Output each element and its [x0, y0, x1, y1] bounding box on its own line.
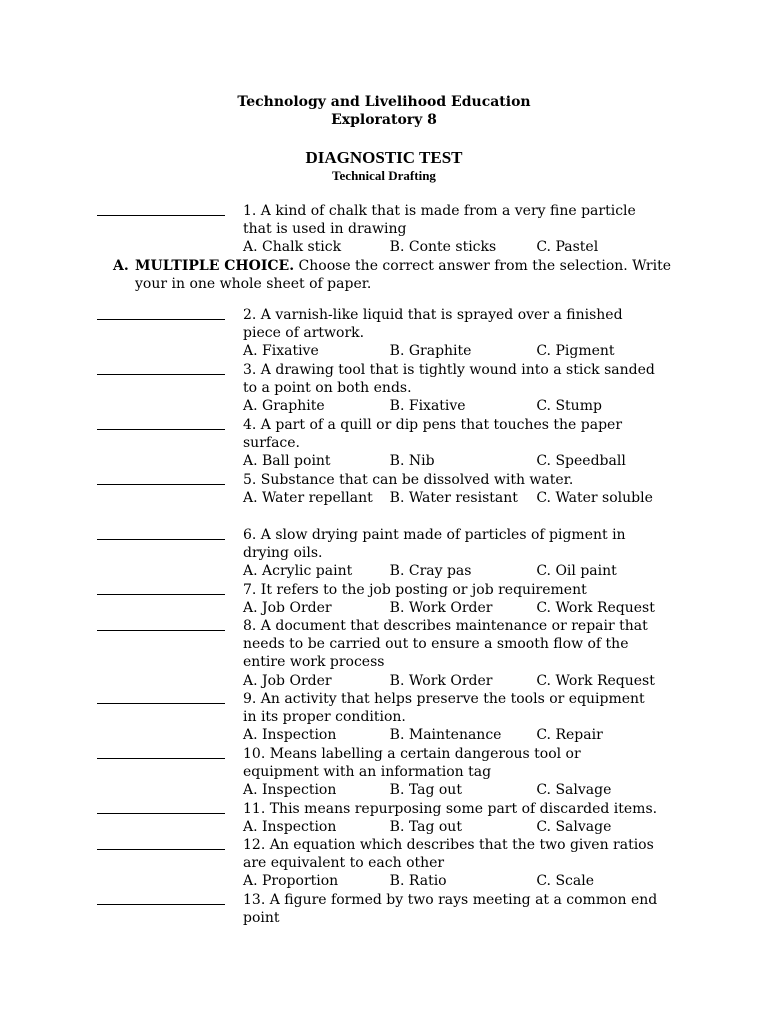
question-text: 11. This means repurposing some part of discarded items.	[243, 801, 658, 817]
answer-blank[interactable]	[97, 429, 225, 430]
question-text: equipment with an information tag	[243, 764, 492, 781]
answer-option: A. Water repellant	[243, 490, 373, 507]
option-row	[243, 452, 683, 470]
answer-option: A. Inspection	[243, 819, 337, 836]
answer-option: A. Job Order	[243, 600, 332, 617]
test-subtitle: Technical Drafting	[332, 168, 436, 183]
answer-option: C. Salvage	[536, 782, 612, 799]
question-text: 4. A part of a quill or dip pens that touches the paper	[243, 417, 623, 433]
answer-option: B. Tag out	[389, 819, 462, 836]
question-item	[243, 836, 683, 891]
question-item	[243, 306, 683, 361]
question-text: 7. It refers to the job posting or job requirement	[243, 582, 587, 598]
answer-blank[interactable]	[97, 484, 225, 485]
question-text: 6. A slow drying paint made of particles of pigment in	[243, 527, 626, 543]
answer-option: A. Chalk stick	[243, 239, 342, 256]
answer-option: B. Cray pas	[389, 563, 472, 580]
answer-option: C. Work Request	[536, 672, 655, 689]
option-row	[243, 238, 683, 256]
answer-option: C. Pigment	[536, 343, 615, 360]
question-text: needs to be carried out to ensure a smooth flow of the	[243, 636, 629, 653]
answer-blank[interactable]	[97, 813, 225, 814]
question-text: entire work process	[243, 654, 385, 671]
answer-option: A. Acrylic paint	[243, 563, 353, 580]
option-row	[243, 489, 683, 507]
answer-blank[interactable]	[97, 904, 225, 905]
question-text: 2. A varnish-like liquid that is sprayed over a finished	[243, 307, 623, 323]
question-text: 10. Means labelling a certain dangerous tool or	[243, 746, 581, 762]
instruction-line-2: your in one whole sheet of paper.	[135, 276, 372, 293]
question-text: 13. A figure formed by two rays meeting at a common end	[243, 892, 658, 908]
question-text: to a point on both ends.	[243, 380, 412, 397]
answer-blank[interactable]	[97, 849, 225, 850]
option-row	[243, 342, 683, 360]
answer-blank[interactable]	[97, 703, 225, 704]
answer-option: A. Job Order	[243, 672, 332, 689]
option-row	[243, 599, 683, 617]
answer-blank[interactable]	[97, 630, 225, 631]
answer-blank[interactable]	[97, 539, 225, 540]
option-row	[243, 562, 683, 580]
grade-level: Exploratory 8	[331, 112, 437, 128]
question-text: drying oils.	[243, 545, 323, 562]
question-item	[243, 800, 683, 836]
answer-option: B. Tag out	[389, 782, 462, 799]
option-row	[243, 818, 683, 836]
answer-option: B. Ratio	[389, 873, 447, 890]
answer-option: A. Graphite	[243, 398, 325, 415]
question-item	[243, 416, 683, 471]
question-text: 5. Substance that can be dissolved with water.	[243, 472, 574, 488]
question-item	[243, 526, 683, 581]
answer-option: A. Ball point	[243, 453, 331, 470]
answer-option: A. Proportion	[243, 873, 339, 890]
answer-option: A. Fixative	[243, 343, 319, 360]
answer-option: B. Conte sticks	[389, 239, 497, 256]
answer-option: B. Fixative	[389, 398, 466, 415]
answer-option: C. Stump	[536, 398, 602, 415]
section-a-instructions	[113, 257, 693, 294]
answer-blank[interactable]	[97, 319, 225, 320]
answer-option: C. Scale	[536, 873, 594, 890]
answer-option: B. Nib	[389, 453, 435, 470]
answer-option: B. Maintenance	[389, 727, 502, 744]
question-item	[243, 471, 683, 507]
answer-blank[interactable]	[97, 594, 225, 595]
question-text: surface.	[243, 435, 300, 452]
section-title: MULTIPLE CHOICE.	[135, 258, 295, 274]
answer-option: C. Oil paint	[536, 563, 617, 580]
answer-option: B. Work Order	[389, 672, 493, 689]
question-text: 3. A drawing tool that is tightly wound into a stick sanded	[243, 362, 655, 378]
answer-option: B. Water resistant	[389, 490, 518, 507]
answer-blank[interactable]	[97, 215, 225, 216]
answer-option: C. Water soluble	[536, 490, 653, 507]
subject-title: Technology and Livelihood Education	[237, 94, 531, 110]
option-row	[243, 726, 683, 744]
answer-option: A. Inspection	[243, 782, 337, 799]
answer-option: C. Work Request	[536, 600, 655, 617]
question-text: 9. An activity that helps preserve the tools or equipment	[243, 691, 645, 707]
section-letter: A.	[113, 258, 129, 274]
question-item	[243, 202, 683, 257]
question-text: 12. An equation which describes that the two given ratios	[243, 837, 654, 853]
question-text: that is used in drawing	[243, 221, 407, 238]
question-item	[243, 617, 683, 690]
question-text: are equivalent to each other	[243, 855, 445, 872]
question-item	[243, 690, 683, 745]
option-row	[243, 672, 683, 690]
question-text: piece of artwork.	[243, 325, 365, 342]
answer-option: C. Speedball	[536, 453, 626, 470]
answer-blank[interactable]	[97, 374, 225, 375]
answer-option: B. Graphite	[389, 343, 472, 360]
answer-option: B. Work Order	[389, 600, 493, 617]
question-item	[243, 581, 683, 617]
instruction-line-1: Choose the correct answer from the selection. Write	[294, 258, 672, 274]
question-item	[243, 891, 683, 927]
question-text: in its proper condition.	[243, 709, 406, 726]
option-row	[243, 872, 683, 890]
test-title: DIAGNOSTIC TEST	[305, 148, 463, 167]
answer-blank[interactable]	[97, 758, 225, 759]
question-text: 8. A document that describes maintenance or repair that	[243, 618, 648, 634]
question-item	[243, 745, 683, 800]
answer-option: C. Salvage	[536, 819, 612, 836]
option-row	[243, 781, 683, 799]
question-item	[243, 361, 683, 416]
answer-option: C. Repair	[536, 727, 603, 744]
question-text: 1. A kind of chalk that is made from a very fine particle	[243, 203, 636, 219]
question-text: point	[243, 910, 280, 927]
answer-option: C. Pastel	[536, 239, 599, 256]
answer-option: A. Inspection	[243, 727, 337, 744]
option-row	[243, 397, 683, 415]
